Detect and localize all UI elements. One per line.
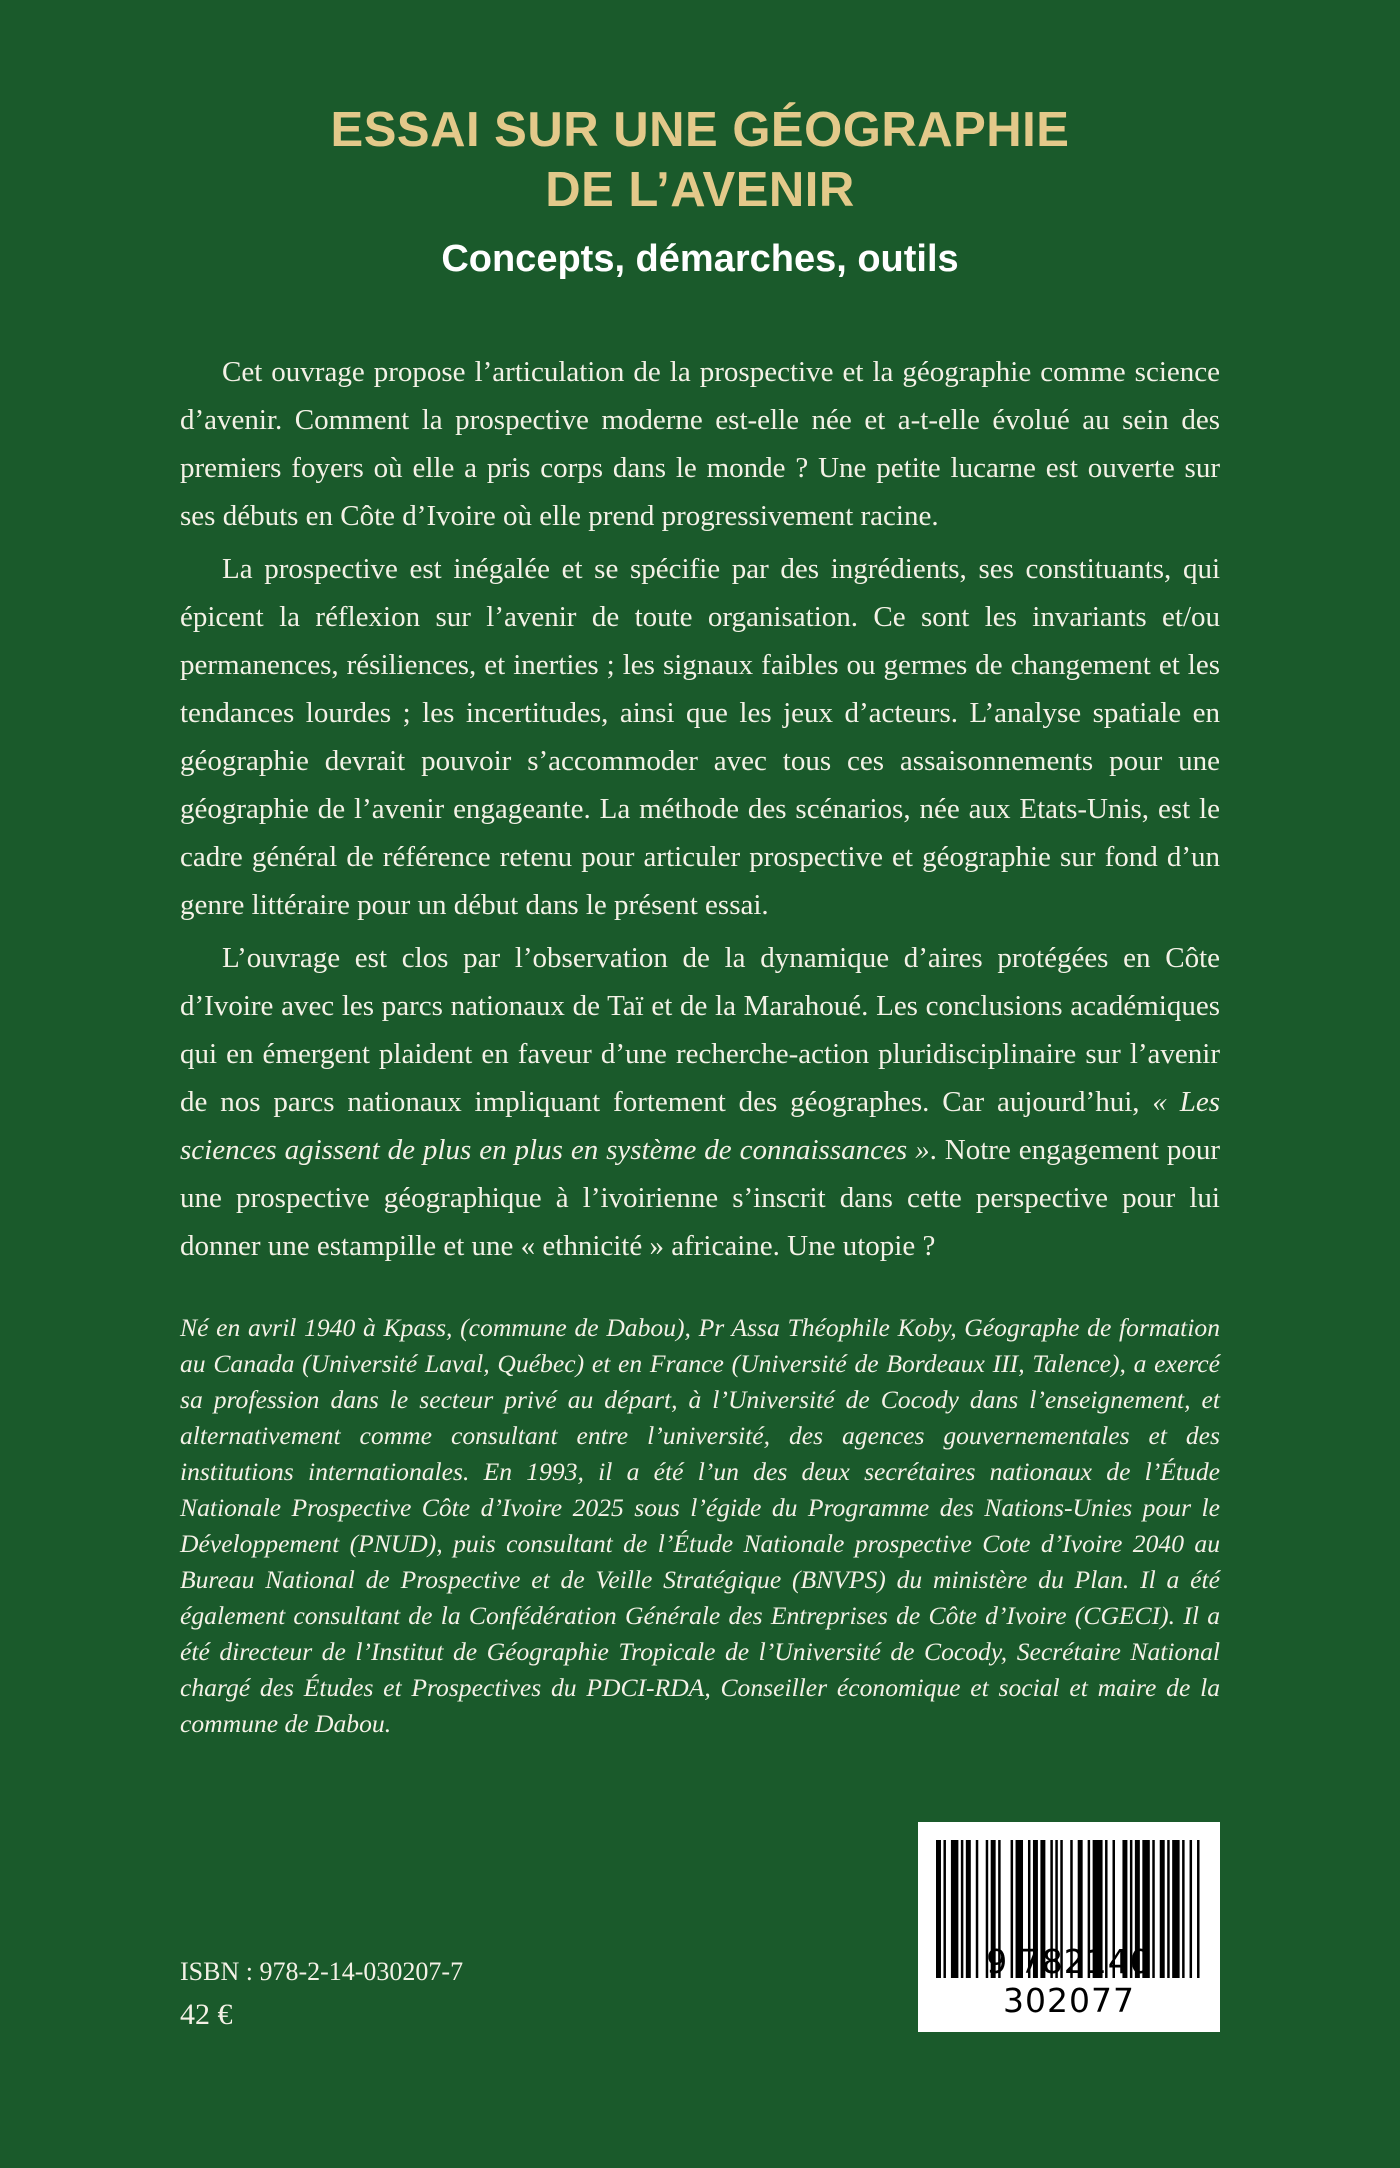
summary-paragraph-1: Cet ouvrage propose l’articulation de la prospective et la géographie comme science d’avenir. Comment la prospective moderne est-elle née et a-t-elle évolué au sein des premiers foyers où elle a pris corps dans le monde ? Une petite lucarne est ouverte sur ses débuts en Côte d’Ivoire où elle prend progressivement racine.	[180, 356, 1220, 532]
author-biography: Né en avril 1940 à Kpass, (commune de Dabou), Pr Assa Théophile Koby, Géographe de formation au Canada (Université Laval, Québec) et en France (Université de Bordeaux III, Talence), a exercé sa profession dans le secteur privé au départ, à l’Université de Cocody dans l’enseignement, et alternativement comme consultant entre l’université, des agences gouvernementales et des institutions internationales. En 1993, il a été l’un des deux secrétaires nationaux de l’Étude Nationale Prospective Côte d’Ivoire 2025 sous l’égide du Programme des Nations-Unies pour le Développement (PNUD), puis consultant de l’Étude Nationale prospective Cote d’Ivoire 2040 au Bureau National de Prospective et de Veille Stratégique (BNVPS) du ministère du Plan. Il a été également consultant de la Confédération Générale des Entreprises de Côte d’Ivoire (CGECI). Il a été directeur de l’Institut de Géographie Tropicale de l’Université de Cocody, Secrétaire National chargé des Études et Prospectives du PDCI-RDA, Conseiller économique et social et maire de la commune de Dabou.	[180, 1313, 1220, 1738]
summary-paragraph-2: La prospective est inégalée et se spécifie par des ingrédients, ses constituants, qui épicent la réflexion sur l’avenir de toute organisation. Ce sont les invariants et/ou permanences, résiliences, et inerties ; les signaux faibles ou germes de changement et les tendances lourdes ; les incertitudes, ainsi que les jeux d’acteurs. L’analyse spatiale en géographie devrait pouvoir s’accommoder avec tous ces assaisonnements pour une géographie de l’avenir engageante. La méthode des scénarios, née aux Etats-Unis, est le cadre général de référence retenu pour articuler prospective et géographie sur fond d’un genre littéraire pour un début dans le présent essai.	[180, 553, 1220, 921]
summary-paragraph-3	[180, 934, 1220, 1270]
book-title-line-2: DE L’AVENIR	[545, 163, 855, 217]
summary-text	[180, 348, 1220, 1275]
isbn: ISBN : 978-2-14-030207-7	[180, 1957, 464, 1986]
book-subtitle: Concepts, démarches, outils	[441, 238, 959, 280]
barcode	[918, 1822, 1220, 2032]
book-title	[0, 100, 1400, 220]
barcode-digits: 9 782140 302077	[986, 1942, 1152, 2020]
book-title-line-1: ESSAI SUR UNE GÉOGRAPHIE	[330, 103, 1070, 157]
summary-quote: « Les sciences agissent de plus en plus en système de connaissances »	[180, 1086, 1220, 1166]
summary-paragraph-3-end: . Notre engagement pour une prospective géographique à l’ivoirienne s’inscrit dans cette perspective pour lui donner une estampille et une « ethnicité » africaine. Une utopie ?	[180, 1134, 1220, 1262]
summary-paragraph-3-start: L’ouvrage est clos par l’observation de la dynamique d’aires protégées en Côte d’Ivoire avec les parcs nationaux de Taï et de la Marahoué. Les conclusions académiques qui en émergent plaident en faveur d’une recherche-action pluridisciplinaire sur l’avenir de nos parcs nationaux impliquant fortement des géographes. Car aujourd’hui,	[180, 942, 1220, 1118]
price: 42 €	[180, 1998, 233, 2031]
